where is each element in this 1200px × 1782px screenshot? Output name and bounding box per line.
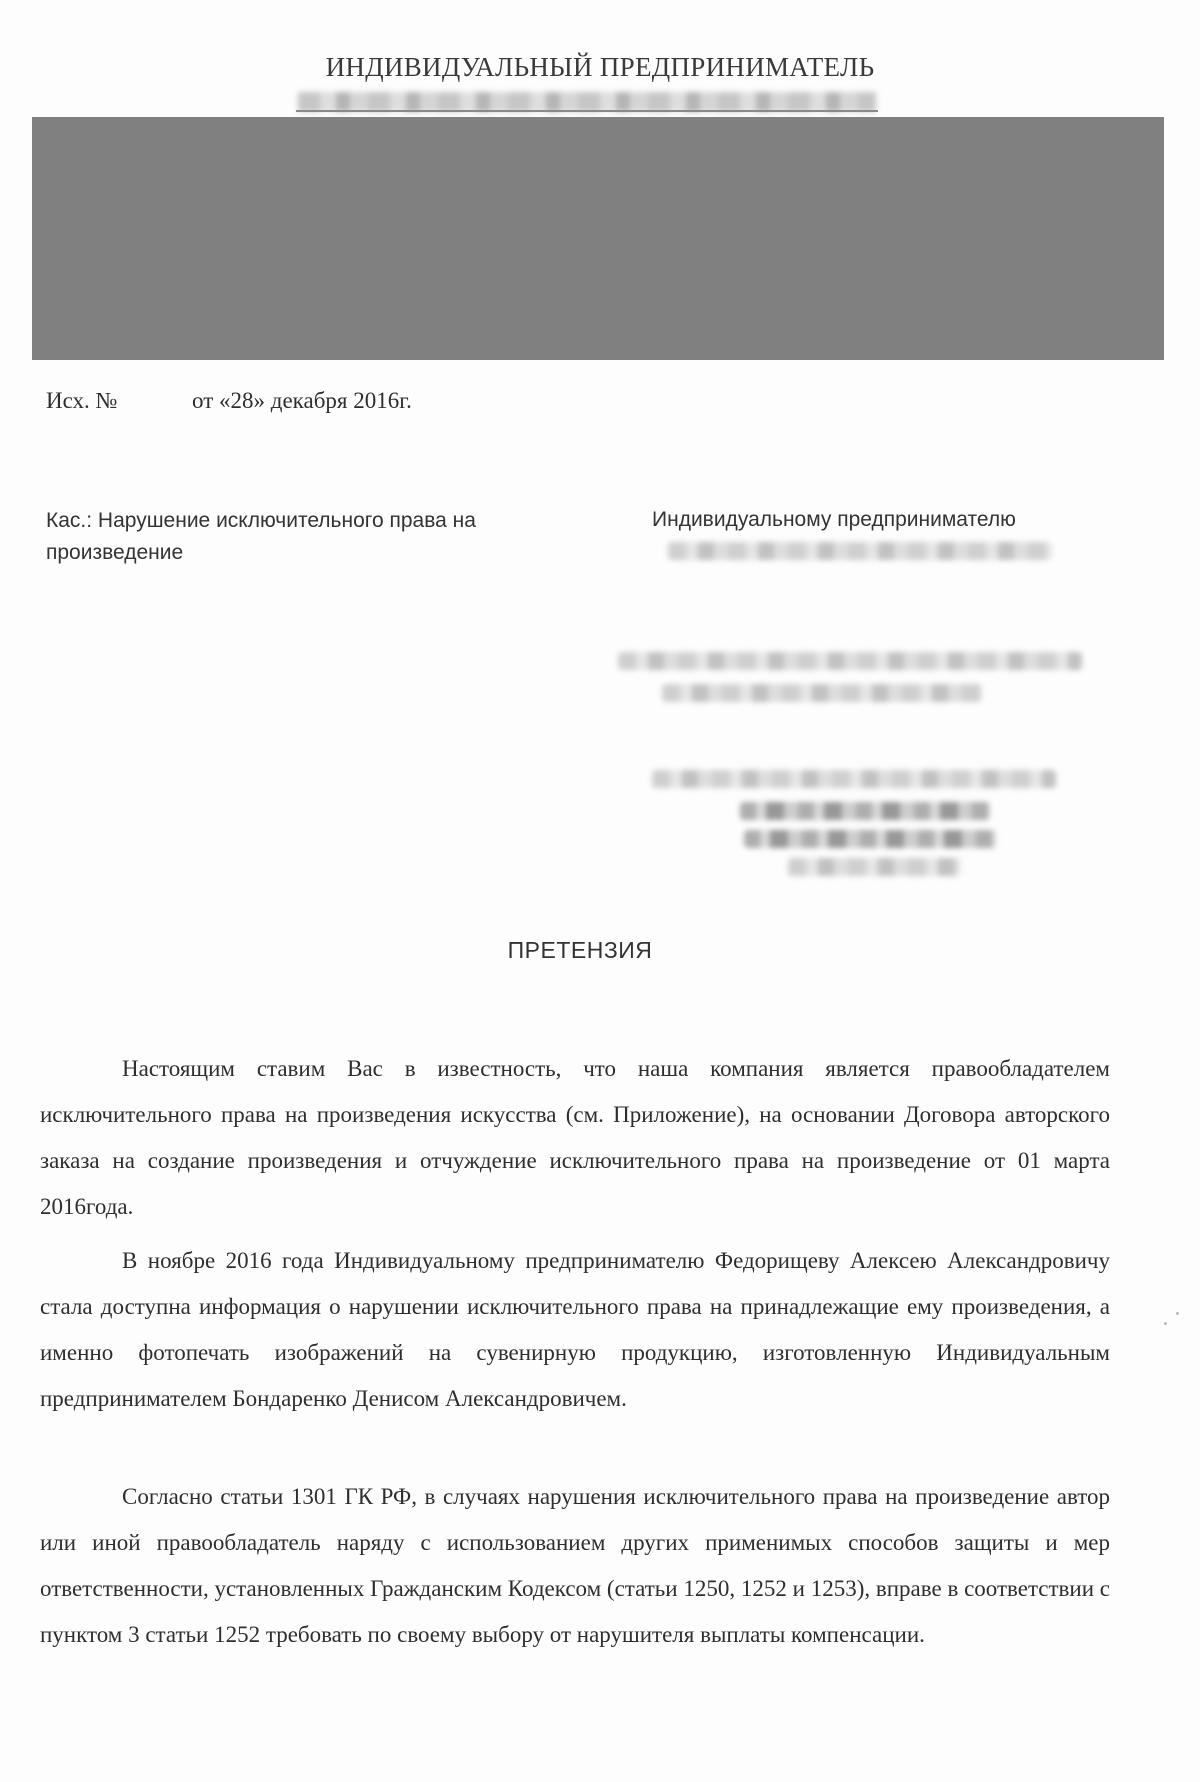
header-underline <box>296 110 878 112</box>
body-paragraph: В ноябре 2016 года Индивидуальному предпринимателю Федорищеву Алексею Александровичу стала доступна информация о нарушении исключительного права на принадлежащие ему произведения, а именно фотопечать изображений на сувенирную продукцию, изготовленную Индивидуальным предпринимателем Бондаренко Денисом Александровичем. <box>40 1248 1110 1411</box>
reference-date: от «28» декабря 2016г. <box>192 388 412 413</box>
reference-line <box>46 388 412 414</box>
redacted-recipient-name <box>668 542 1052 560</box>
redacted-recipient-contact-line <box>652 770 1056 788</box>
redacted-letterhead-block <box>32 117 1164 360</box>
recipient-title: Индивидуальному предпринимателю <box>652 508 1016 531</box>
scan-speck <box>1176 1312 1179 1315</box>
redacted-recipient-contact-line <box>740 802 990 820</box>
body-paragraph: Настоящим ставим Вас в известность, что наша компания является правообладателем исключительного права на произведения искусства (см. Приложение), на основании Договора авторского заказа на создание произведения и отчуждение исключительного права на произведение от 01 марта 2016года. <box>40 1056 1110 1219</box>
document-title: ПРЕТЕНЗИЯ <box>507 937 653 963</box>
redacted-recipient-address-line <box>662 684 982 702</box>
reference-number-label: Исх. № <box>46 388 118 413</box>
header-title: ИНДИВИДУАЛЬНЫЙ ПРЕДПРИНИМАТЕЛЬ <box>325 52 875 82</box>
scan-speck <box>1164 1322 1167 1325</box>
redacted-recipient-address-line <box>618 652 1082 670</box>
redacted-recipient-contact-line <box>744 830 996 848</box>
redacted-header-name <box>298 92 876 112</box>
body-paragraph: Согласно статьи 1301 ГК РФ, в случаях нарушения исключительного права на произведение автор или иной правообладатель наряду с использованием других применимых способов защиты и мер ответственности, установленных Гражданским Кодексом (статьи 1250, 1252 и 1253), вправе в соответствии с пунктом 3 статьи 1252 требовать по своему выбору от нарушителя выплаты компенсации. <box>40 1484 1110 1647</box>
redacted-recipient-contact-line <box>788 858 960 876</box>
subject-line: Кас.: Нарушение исключительного права на произведение <box>46 509 476 564</box>
